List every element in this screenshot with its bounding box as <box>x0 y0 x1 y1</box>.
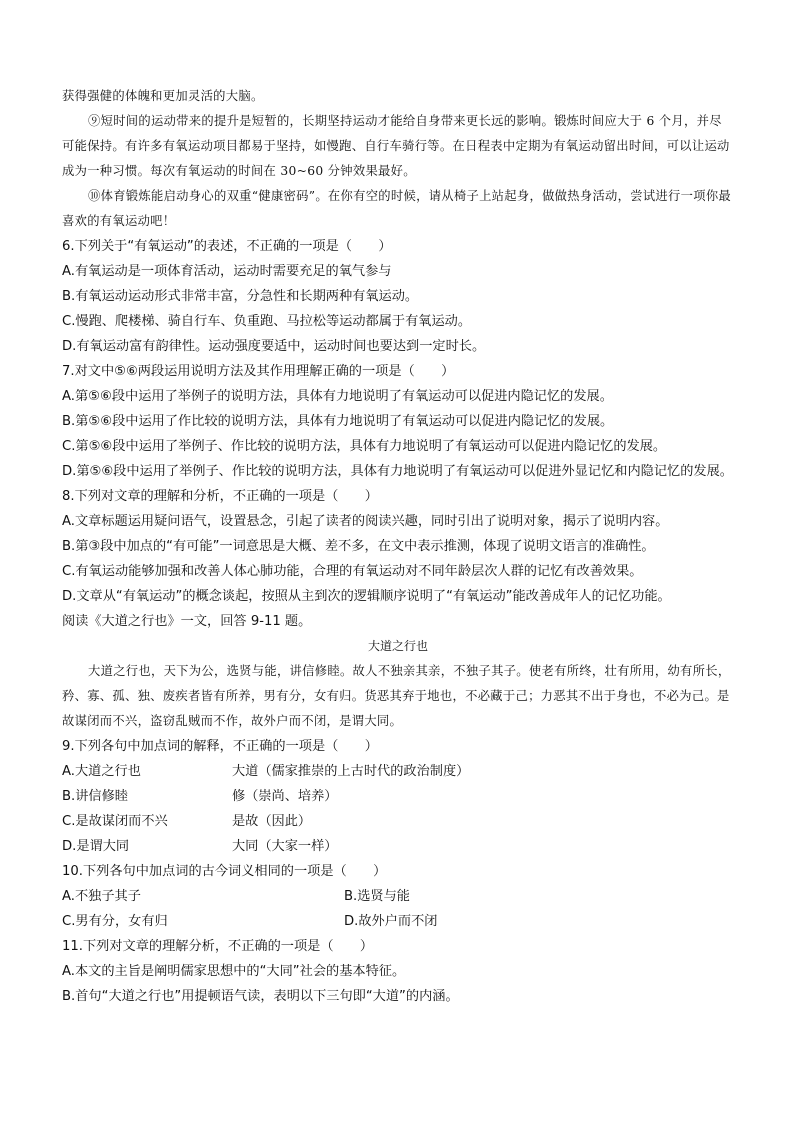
question-stem: 9.下列各句中加点词的解释，不正确的一项是（ ） <box>62 739 378 754</box>
option-b: B.第③段中加点的“有可能”一词意思是大概、差不多，在文中表示推测，体现了说明文语言的准确性。 <box>62 539 655 554</box>
question-stem: 8.下列对文章的理解和分析，不正确的一项是（ ） <box>62 489 378 504</box>
option-row-d <box>62 834 734 859</box>
option-c: C.慢跑、爬楼梯、骑自行车、负重跑、马拉松等运动都属于有氧运动。 <box>62 314 472 329</box>
option-a: A.不独子其子 <box>62 889 141 904</box>
option-d: D.文章从“有氧运动”的概念谈起，按照从主到次的逻辑顺序说明了“有氧运动”能改善成年人的记忆功能。 <box>62 589 671 604</box>
option-b: B.选贤与能 <box>344 889 410 904</box>
option-b: B.有氧运动运动形式非常丰富，分急性和长期两种有氧运动。 <box>62 289 419 304</box>
question-6 <box>62 234 734 359</box>
option-right: 是故（因此） <box>232 814 312 829</box>
passage-paragraph-10: ⑩体育锻炼能启动身心的双重“健康密码”。在你有空的时候，请从椅子上站起身，做做热身活动，尝试进行一项你最喜欢的有氧运动吧！ <box>62 189 732 228</box>
option-right: 修（崇尚、培养） <box>232 789 338 804</box>
question-10 <box>62 859 734 934</box>
option-row-cd <box>62 909 734 934</box>
option-c: C.男有分，女有归 <box>62 914 168 929</box>
option-a: A.文章标题运用疑问语气，设置悬念，引起了读者的阅读兴趣，同时引出了说明对象，揭示了说明内容。 <box>62 514 669 529</box>
option-b: B.首句“大道之行也”用提顿语气读，表明以下三句即“大道”的内涵。 <box>62 989 459 1004</box>
option-left: C.是故谋闭而不兴 <box>62 814 168 829</box>
classical-text: 大道之行也，天下为公，选贤与能，讲信修睦。故人不独亲其亲，不独子其子。使老有所终，壮有所用，幼有所长，矜、寡、孤、独、废疾者皆有所养，男有分，女有归。货恶其弃于地也，不必藏于己；力恶其不出于身也，不必为己。是故谋闭而不兴，盗窃乱贼而不作，故外户而不闭，是谓大同。 <box>62 664 731 728</box>
question-stem: 7.对文中⑤⑥两段运用说明方法及其作用理解正确的一项是（ ） <box>62 364 455 379</box>
reading-intro: 阅读《大道之行也》一文，回答 9-11 题。 <box>62 614 312 629</box>
option-b: B.第⑤⑥段中运用了作比较的说明方法，具体有力地说明了有氧运动可以促进内隐记忆的发展。 <box>62 414 614 429</box>
option-left: B.讲信修睦 <box>62 789 128 804</box>
passage-paragraph-9: ⑨短时间的运动带来的提升是短暂的，长期坚持运动才能给自身带来更长远的影响。锻炼时间应大于 6 个月，并尽可能保持。有许多有氧运动项目都易于坚持，如慢跑、自行车骑行等。在日程表中定期为有氧运动留出时间，可以让运动成为一种习惯。每次有氧运动的时间在 30~60 分钟效果最好。 <box>62 114 730 178</box>
option-left: A.大道之行也 <box>62 764 141 779</box>
option-c: C.有氧运动能够加强和改善人体心肺功能，合理的有氧运动对不同年龄层次人群的记忆有改善效果。 <box>62 564 643 579</box>
option-row-c <box>62 809 734 834</box>
question-stem: 11.下列对文章的理解分析，不正确的一项是（ ） <box>62 939 374 954</box>
option-left: D.是谓大同 <box>62 839 130 854</box>
option-d: D.有氧运动富有韵律性。运动强度要适中，运动时间也要达到一定时长。 <box>62 339 486 354</box>
option-a: A.本文的主旨是阐明儒家思想中的“大同”社会的基本特征。 <box>62 964 406 979</box>
option-row-b <box>62 784 734 809</box>
classical-title: 大道之行也 <box>367 639 428 653</box>
passage-line-top: 获得强健的体魄和更加灵活的大脑。 <box>62 89 264 103</box>
option-a: A.第⑤⑥段中运用了举例子的说明方法，具体有力地说明了有氧运动可以促进内隐记忆的发展。 <box>62 389 613 404</box>
option-row-a <box>62 759 734 784</box>
document-page <box>62 84 734 1009</box>
question-stem: 6.下列关于“有氧运动”的表述，不正确的一项是（ ） <box>62 239 392 254</box>
question-7 <box>62 359 734 484</box>
option-right: 大同（大家一样） <box>232 839 338 854</box>
option-d: D.第⑤⑥段中运用了举例子、作比较的说明方法，具体有力地说明了有氧运动可以促进外显记忆和内隐记忆的发展。 <box>62 464 733 479</box>
option-c: C.第⑤⑥段中运用了举例子、作比较的说明方法，具体有力地说明了有氧运动可以促进内隐记忆的发展。 <box>62 439 667 454</box>
option-row-ab <box>62 884 734 909</box>
question-stem: 10.下列各句中加点词的古今词义相同的一项是（ ） <box>62 864 387 879</box>
option-d: D.故外户而不闭 <box>344 914 438 929</box>
question-9 <box>62 734 734 859</box>
option-right: 大道（儒家推崇的上古时代的政治制度） <box>232 764 470 779</box>
option-a: A.有氧运动是一项体育活动，运动时需要充足的氧气参与 <box>62 264 392 279</box>
question-11 <box>62 934 734 1009</box>
question-8 <box>62 484 734 609</box>
